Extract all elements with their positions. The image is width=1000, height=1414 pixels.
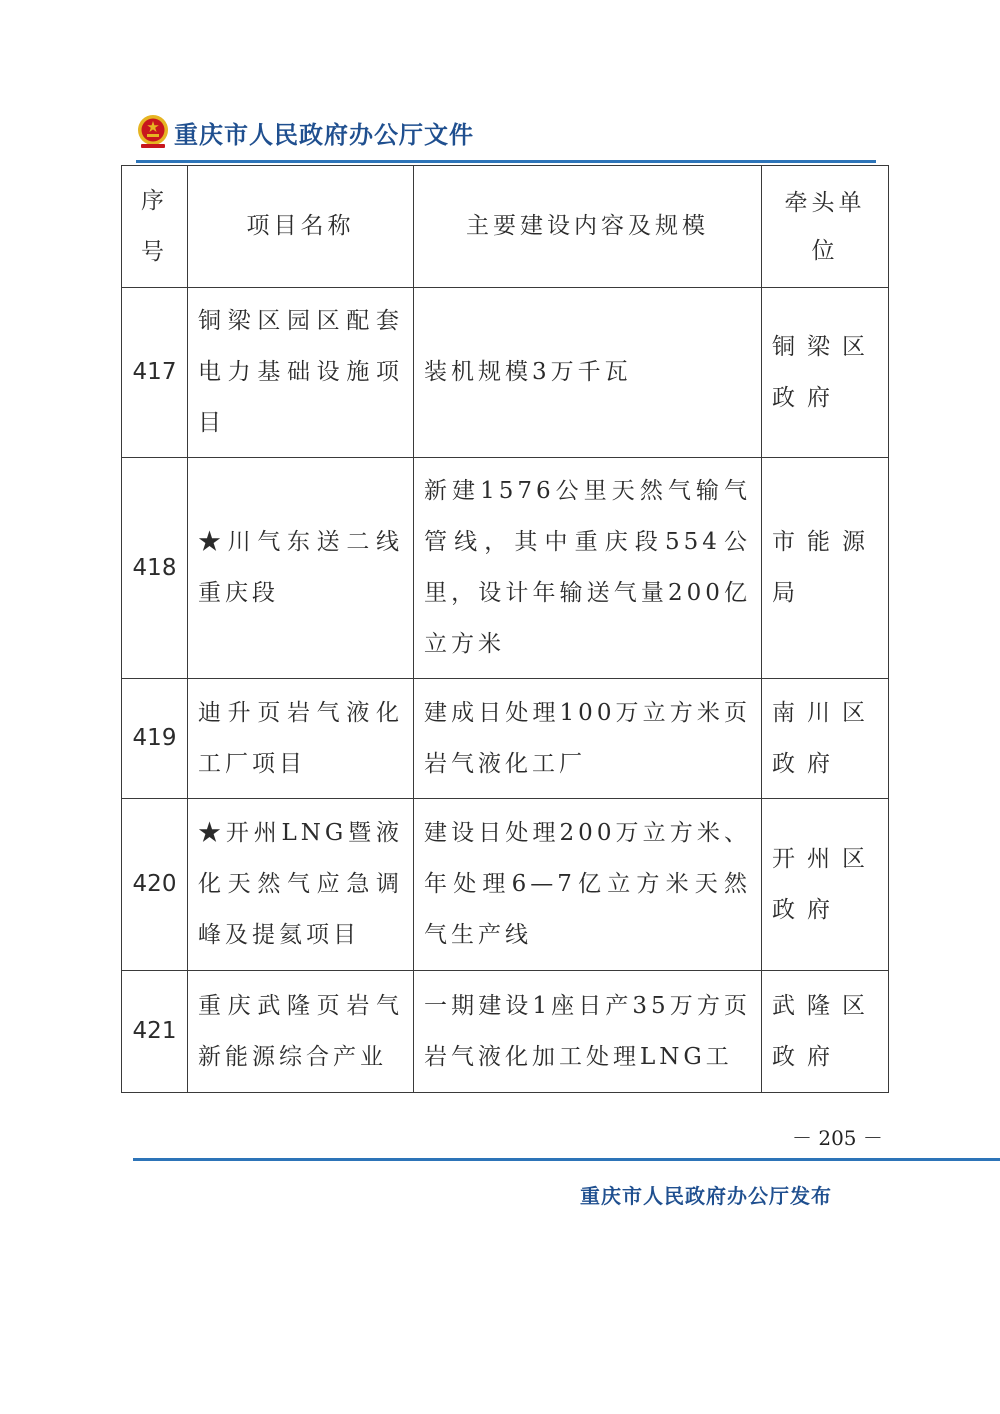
header-divider — [136, 160, 876, 163]
lead-unit: 开州区政府 — [762, 799, 889, 971]
table-header-row — [122, 166, 889, 288]
project-content — [414, 971, 762, 1093]
header-no: 序号 — [122, 166, 188, 288]
footer-divider — [133, 1158, 1000, 1161]
project-name-text: 重庆武隆页岩气新能源综合产业 — [198, 992, 403, 1070]
row-number: 420 — [122, 799, 188, 971]
row-number: 417 — [122, 288, 188, 458]
project-name: 铜梁区园区配套电力基础设施项目 — [188, 288, 414, 458]
project-name: 迪升页岩气液化工厂项目 — [188, 679, 414, 799]
lead-unit: 市能源局 — [762, 458, 889, 679]
project-content: 建设日处理200万立方米、年处理6—7亿立方米天然气生产线 — [414, 799, 762, 971]
project-content: 新建1576公里天然气输气管线，其中重庆段554公里，设计年输送气量200亿立方米 — [414, 458, 762, 679]
row-number: 421 — [122, 971, 188, 1093]
page-number: － 205 － — [792, 1126, 883, 1150]
document-header-title: 重庆市人民政府办公厅文件 — [174, 120, 474, 149]
header-lead: 牵头单位 — [762, 166, 889, 288]
row-number: 418 — [122, 458, 188, 679]
lead-unit: 铜梁区政府 — [762, 288, 889, 458]
row-number: 419 — [122, 679, 188, 799]
document-header — [136, 113, 474, 151]
project-table — [121, 165, 889, 1093]
project-name — [188, 971, 414, 1093]
publisher-footer: 重庆市人民政府办公厅发布 — [580, 1184, 832, 1208]
project-content-text: 一期建设1座日产35万方页岩气液化加工处理LNG工 — [424, 992, 751, 1070]
header-content: 主要建设内容及规模 — [414, 166, 762, 288]
project-content: 装机规模3万千瓦 — [414, 288, 762, 458]
table-row — [122, 971, 889, 1093]
project-name: ★开州LNG暨液化天然气应急调峰及提氦项目 — [188, 799, 414, 971]
lead-unit: 南川区政府 — [762, 679, 889, 799]
national-emblem-icon — [136, 113, 170, 151]
table-row — [122, 799, 889, 971]
project-content: 建成日处理100万立方米页岩气液化工厂 — [414, 679, 762, 799]
header-name: 项目名称 — [188, 166, 414, 288]
table-row — [122, 288, 889, 458]
table-row — [122, 679, 889, 799]
project-name: ★川气东送二线重庆段 — [188, 458, 414, 679]
table-row — [122, 458, 889, 679]
lead-unit: 武隆区政府 — [762, 971, 889, 1093]
